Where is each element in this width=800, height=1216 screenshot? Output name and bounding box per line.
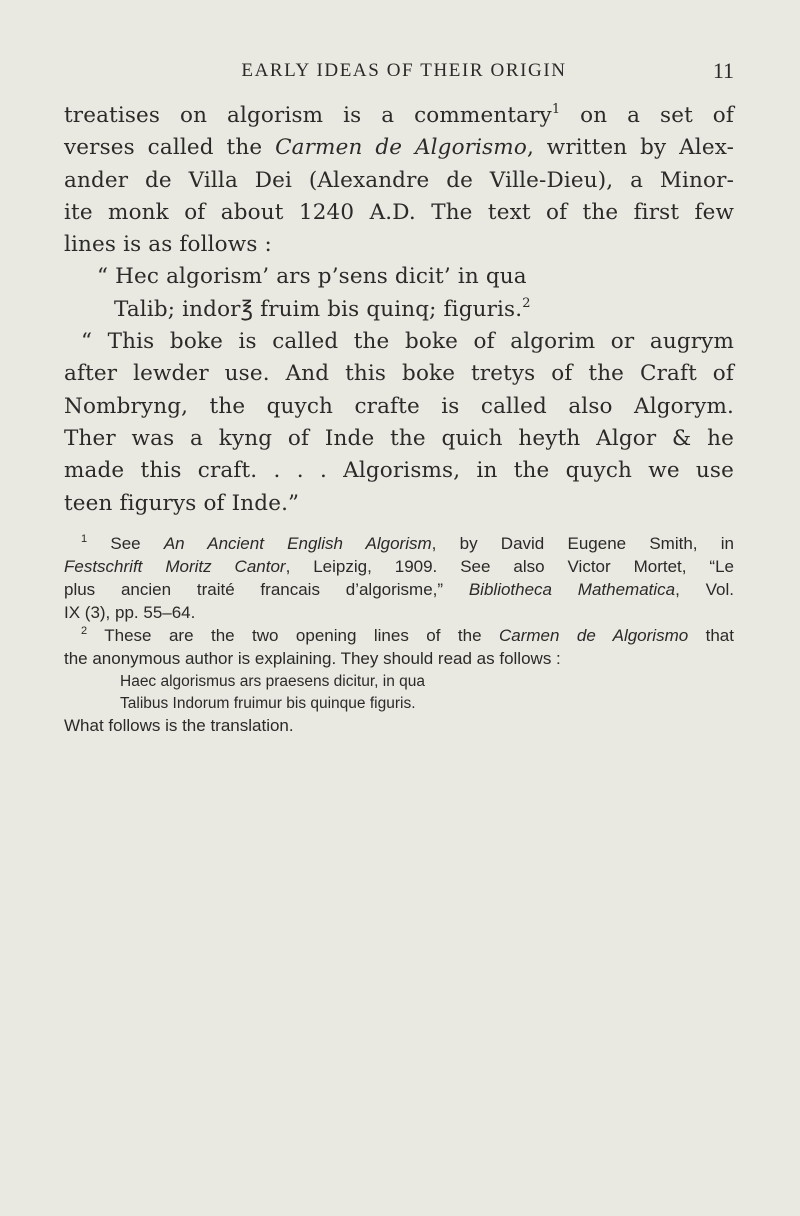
text-line: ander de Villa Dei (Alexandre de Ville-Dieu), a Minor- bbox=[64, 167, 734, 193]
footnote-line: $^1$ See An Ancient English Algorism, by David Eugene Smith, in bbox=[81, 533, 734, 553]
latin-verse bbox=[64, 261, 734, 326]
page-number: 11 bbox=[712, 58, 734, 83]
text-line: ite monk of about 1240 A.D. The text of the first few bbox=[64, 199, 734, 225]
verse-line: “ Hec algorism’ ars p’sens dicit’ in qua bbox=[97, 264, 527, 290]
verse-line: Talib; indor℥ fruim bis quinq; figuris.$^2$ bbox=[114, 295, 531, 322]
text-line: made this craft. . . . Algorisms, in the quych we use bbox=[64, 458, 734, 484]
verse-line: Haec algorismus ars praesens dicitur, in qua bbox=[120, 673, 425, 690]
footnote-line: What follows is the translation. bbox=[64, 716, 294, 735]
text-line: lines is as follows : bbox=[64, 232, 272, 258]
footnote-line: $^2$ These are the two opening lines of the Carmen de Algorismo that bbox=[81, 625, 734, 645]
footnote-2 bbox=[64, 624, 734, 737]
footnote-line: plus ancien traité francais d’algorisme,” Bibliotheca Mathematica, Vol. bbox=[64, 580, 734, 599]
footnote-1 bbox=[64, 532, 734, 624]
text-line: Ther was a kyng of Inde the quich heyth Algor & he bbox=[64, 425, 734, 451]
text-line: teen figurys of Inde.” bbox=[64, 490, 300, 516]
running-title: EARLY IDEAS OF THEIR ORIGIN bbox=[241, 60, 567, 81]
text-line: Nombryng, the quych crafte is called also Algorym. bbox=[64, 393, 734, 419]
text-line: “ This boke is called the boke of algorim or augrym bbox=[81, 329, 734, 355]
text-line: after lewder use. And this boke tretys of the Craft of bbox=[64, 361, 734, 387]
work-title: Carmen de Algorismo bbox=[275, 135, 527, 161]
footnote-ref[interactable]: 2 bbox=[522, 295, 531, 311]
footnote-verse bbox=[64, 670, 734, 714]
footnote-line: IX (3), pp. 55–64. bbox=[64, 603, 196, 622]
footnote-line: the anonymous author is explaining. They should read as follows : bbox=[64, 649, 561, 668]
verse-line: Talibus Indorum fruimur bis quinque figuris. bbox=[120, 695, 416, 712]
footnote-ref[interactable]: 1 bbox=[551, 102, 561, 117]
footnotes bbox=[64, 532, 734, 737]
running-head bbox=[64, 58, 734, 86]
body-text bbox=[64, 100, 734, 520]
text-line: verses called the Carmen de Algorismo, written by Alex- bbox=[64, 135, 735, 161]
paragraph-1 bbox=[64, 100, 734, 261]
middle-english-quote bbox=[64, 326, 734, 520]
text-line: treatises on algorism is a commentary$^1$ on a set of bbox=[64, 102, 734, 128]
footnote-line: Festschrift Moritz Cantor, Leipzig, 1909. See also Victor Mortet, “Le bbox=[64, 557, 734, 576]
